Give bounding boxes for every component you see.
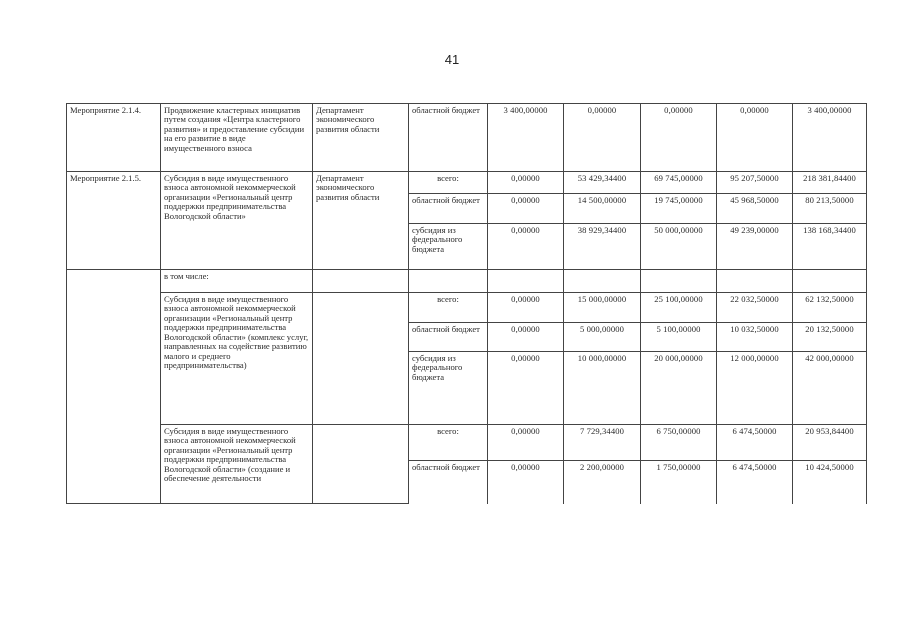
table-row xyxy=(67,425,867,461)
value-cell-4: 0,00000 xyxy=(717,104,793,172)
table-row xyxy=(67,270,867,293)
value-cell-4: 49 239,00000 xyxy=(717,224,793,270)
budget-table xyxy=(66,103,867,504)
funding-source-cell: всего: xyxy=(409,293,488,323)
event-description-cell: Субсидия в виде имущественного взноса автономной некоммерческой организации «Региональный центр поддержки предпринимательства Вологодской области» xyxy=(161,172,313,270)
empty-cell xyxy=(313,270,409,293)
value-cell-total: 62 132,50000 xyxy=(793,293,867,323)
value-cell-4: 10 032,50000 xyxy=(717,323,793,352)
funding-source-cell: субсидия из федерального бюджета xyxy=(409,352,488,425)
value-cell-1: 0,00000 xyxy=(488,461,564,504)
value-cell-total: 20 132,50000 xyxy=(793,323,867,352)
value-cell-1: 0,00000 xyxy=(488,425,564,461)
value-cell-1: 0,00000 xyxy=(488,352,564,425)
value-cell-3: 19 745,00000 xyxy=(641,194,717,224)
empty-cell xyxy=(67,293,161,425)
empty-cell xyxy=(564,270,641,293)
funding-source-cell: областной бюджет xyxy=(409,194,488,224)
value-cell-4: 12 000,00000 xyxy=(717,352,793,425)
table-row xyxy=(67,172,867,194)
value-cell-3: 50 000,00000 xyxy=(641,224,717,270)
value-cell-1: 0,00000 xyxy=(488,323,564,352)
executor-cell xyxy=(313,425,409,504)
value-cell-3: 69 745,00000 xyxy=(641,172,717,194)
executor-cell: Департамент экономического развития области xyxy=(313,172,409,270)
executor-cell xyxy=(313,293,409,425)
value-cell-total: 20 953,84400 xyxy=(793,425,867,461)
empty-cell xyxy=(793,270,867,293)
value-cell-3: 6 750,00000 xyxy=(641,425,717,461)
value-cell-4: 45 968,50000 xyxy=(717,194,793,224)
funding-source-cell: областной бюджет xyxy=(409,323,488,352)
value-cell-1: 0,00000 xyxy=(488,224,564,270)
funding-source-cell: всего: xyxy=(409,425,488,461)
value-cell-3: 5 100,00000 xyxy=(641,323,717,352)
value-cell-2: 14 500,00000 xyxy=(564,194,641,224)
value-cell-3: 25 100,00000 xyxy=(641,293,717,323)
value-cell-2: 7 729,34400 xyxy=(564,425,641,461)
empty-cell xyxy=(409,270,488,293)
funding-source-cell: субсидия из федерального бюджета xyxy=(409,224,488,270)
funding-source-cell: всего: xyxy=(409,172,488,194)
value-cell-4: 22 032,50000 xyxy=(717,293,793,323)
value-cell-2: 15 000,00000 xyxy=(564,293,641,323)
value-cell-1: 0,00000 xyxy=(488,293,564,323)
value-cell-3: 20 000,00000 xyxy=(641,352,717,425)
value-cell-4: 6 474,50000 xyxy=(717,425,793,461)
value-cell-2: 2 200,00000 xyxy=(564,461,641,504)
value-cell-2: 0,00000 xyxy=(564,104,641,172)
value-cell-4: 95 207,50000 xyxy=(717,172,793,194)
value-cell-total: 42 000,00000 xyxy=(793,352,867,425)
value-cell-2: 10 000,00000 xyxy=(564,352,641,425)
value-cell-2: 5 000,00000 xyxy=(564,323,641,352)
value-cell-2: 38 929,34400 xyxy=(564,224,641,270)
value-cell-total: 218 381,84400 xyxy=(793,172,867,194)
table-row xyxy=(67,104,867,172)
value-cell-total: 138 168,34400 xyxy=(793,224,867,270)
value-cell-total: 80 213,50000 xyxy=(793,194,867,224)
event-description-cell: Субсидия в виде имущественного взноса автономной некоммерческой организации «Региональный центр поддержки предпринимательства Вологодской области» (создание и обеспечение деятельности xyxy=(161,425,313,504)
funding-source-cell: областной бюджет xyxy=(409,104,488,172)
value-cell-1: 0,00000 xyxy=(488,194,564,224)
value-cell-4: 6 474,50000 xyxy=(717,461,793,504)
empty-cell xyxy=(717,270,793,293)
event-number-cell: Мероприятие 2.1.5. xyxy=(67,172,161,270)
value-cell-total: 10 424,50000 xyxy=(793,461,867,504)
event-description-cell: Продвижение кластерных инициатив путем создания «Центра кластерного развития» и предоставление субсидии на его развитие в виде имущественного взноса xyxy=(161,104,313,172)
table-row xyxy=(67,293,867,323)
event-description-cell: Субсидия в виде имущественного взноса автономной некоммерческой организации «Региональный центр поддержки предпринимательства Вологодской области» (комплекс услуг, направленных на содействие развитию малого и среднего предпринимательства) xyxy=(161,293,313,425)
value-cell-3: 1 750,00000 xyxy=(641,461,717,504)
empty-cell xyxy=(641,270,717,293)
value-cell-total: 3 400,00000 xyxy=(793,104,867,172)
value-cell-1: 0,00000 xyxy=(488,172,564,194)
empty-cell xyxy=(67,270,161,293)
event-number-cell: Мероприятие 2.1.4. xyxy=(67,104,161,172)
page-number: 41 xyxy=(444,52,460,67)
empty-cell xyxy=(488,270,564,293)
value-cell-1: 3 400,00000 xyxy=(488,104,564,172)
value-cell-3: 0,00000 xyxy=(641,104,717,172)
funding-source-cell: областной бюджет xyxy=(409,461,488,504)
value-cell-2: 53 429,34400 xyxy=(564,172,641,194)
including-label-cell: в том числе: xyxy=(161,270,313,293)
empty-cell xyxy=(67,425,161,504)
executor-cell: Департамент экономического развития области xyxy=(313,104,409,172)
